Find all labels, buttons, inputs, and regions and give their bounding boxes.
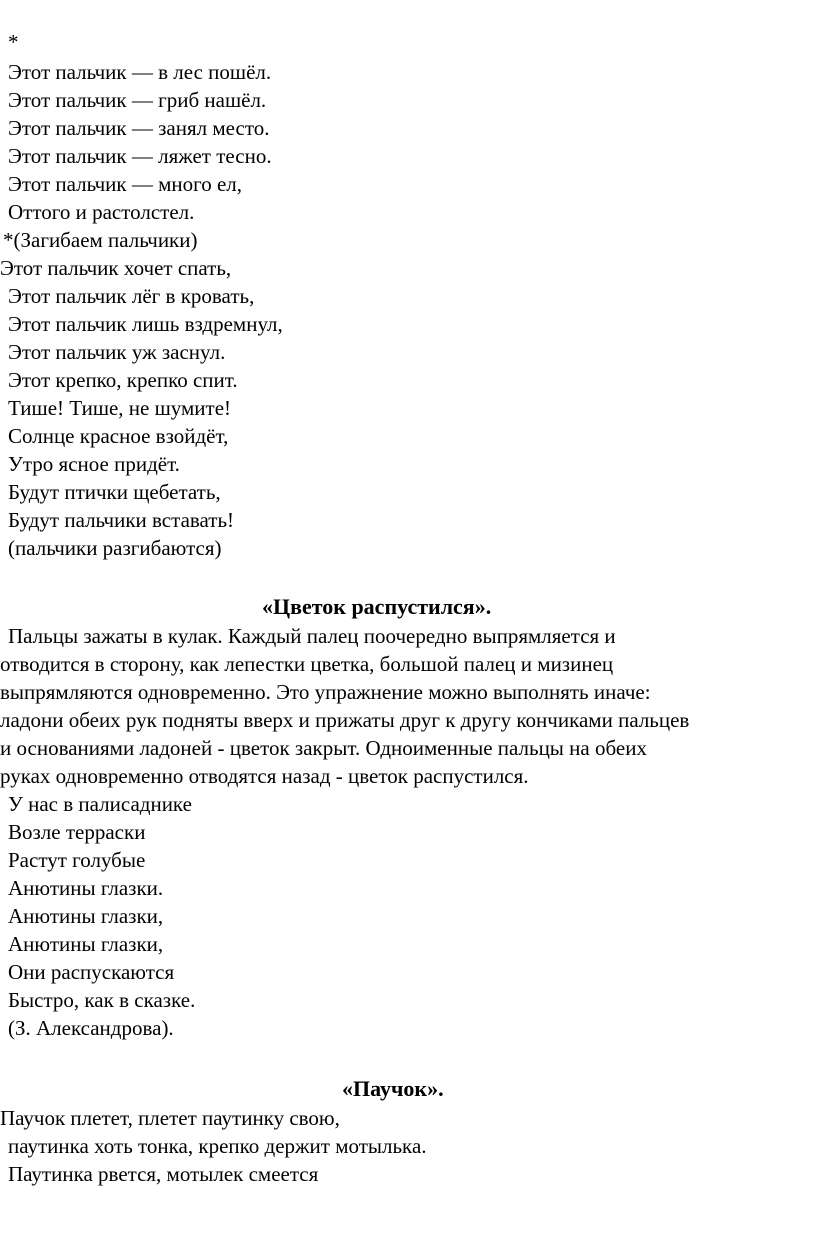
poem-line: Возле терраски: [8, 820, 146, 844]
section-title-spider: «Паучок».: [342, 1076, 444, 1101]
poem-line: Анютины глазки,: [8, 904, 164, 928]
poem-line: Этот пальчик — занял место.: [8, 116, 270, 140]
description-line: выпрямляются одновременно. Это упражнение можно выполнять иначе:: [0, 680, 651, 704]
poem-line: Анютины глазки.: [8, 876, 164, 900]
poem-line: Анютины глазки,: [8, 932, 164, 956]
poem-line: У нас в палисаднике: [8, 792, 192, 816]
poem-line: Они распускаются: [8, 960, 175, 984]
poem-line: паутинка хоть тонка, крепко держит мотылька.: [8, 1134, 427, 1158]
description-line: руках одновременно отводятся назад - цветок распустился.: [0, 764, 529, 788]
poem-line: Этот пальчик лишь вздремнул,: [8, 312, 283, 336]
poem-attribution: (З. Александрова).: [8, 1016, 174, 1040]
poem-line: Этот пальчик — много ел,: [8, 172, 243, 196]
poem-marker: *: [8, 30, 19, 54]
poem-line: Этот пальчик уж заснул.: [8, 340, 226, 364]
poem-line: Будут пальчики вставать!: [8, 508, 235, 532]
poem-line: Этот крепко, крепко спит.: [8, 368, 238, 392]
poem-line: Этот пальчик — ляжет тесно.: [8, 144, 272, 168]
poem-line: Этот пальчик хочет спать,: [0, 256, 232, 280]
poem-line: Быстро, как в сказке.: [8, 988, 196, 1012]
poem-line: Этот пальчик лёг в кровать,: [8, 284, 255, 308]
description-line: ладони обеих рук подняты вверх и прижаты друг к другу кончиками пальцев: [0, 708, 690, 732]
poem-line: Солнце красное взойдёт,: [8, 424, 229, 448]
poem-line: Паутинка рвется, мотылек смеется: [8, 1162, 319, 1186]
description-line: Пальцы зажаты в кулак. Каждый палец поочередно выпрямляется и: [8, 624, 616, 648]
poem-line: (пальчики разгибаются): [8, 536, 222, 560]
poem-line: Тише! Тише, не шумите!: [8, 396, 232, 420]
section-title-flower: «Цветок распустился».: [262, 594, 492, 619]
poem-line: Оттого и растолстел.: [8, 200, 195, 224]
poem-line: Будут птички щебетать,: [8, 480, 221, 504]
poem-line: Растут голубые: [8, 848, 146, 872]
poem-line: Паучок плетет, плетет паутинку свою,: [0, 1106, 340, 1130]
description-line: и основаниями ладоней - цветок закрыт. Одноименные пальцы на обеих: [0, 736, 647, 760]
poem-line: Утро ясное придёт.: [8, 452, 180, 476]
poem-line: Этот пальчик — гриб нашёл.: [8, 88, 267, 112]
poem-line: Этот пальчик — в лес пошёл.: [8, 60, 272, 84]
poem-heading: *(Загибаем пальчики): [3, 228, 198, 252]
description-line: отводится в сторону, как лепестки цветка, большой палец и мизинец: [0, 652, 614, 676]
